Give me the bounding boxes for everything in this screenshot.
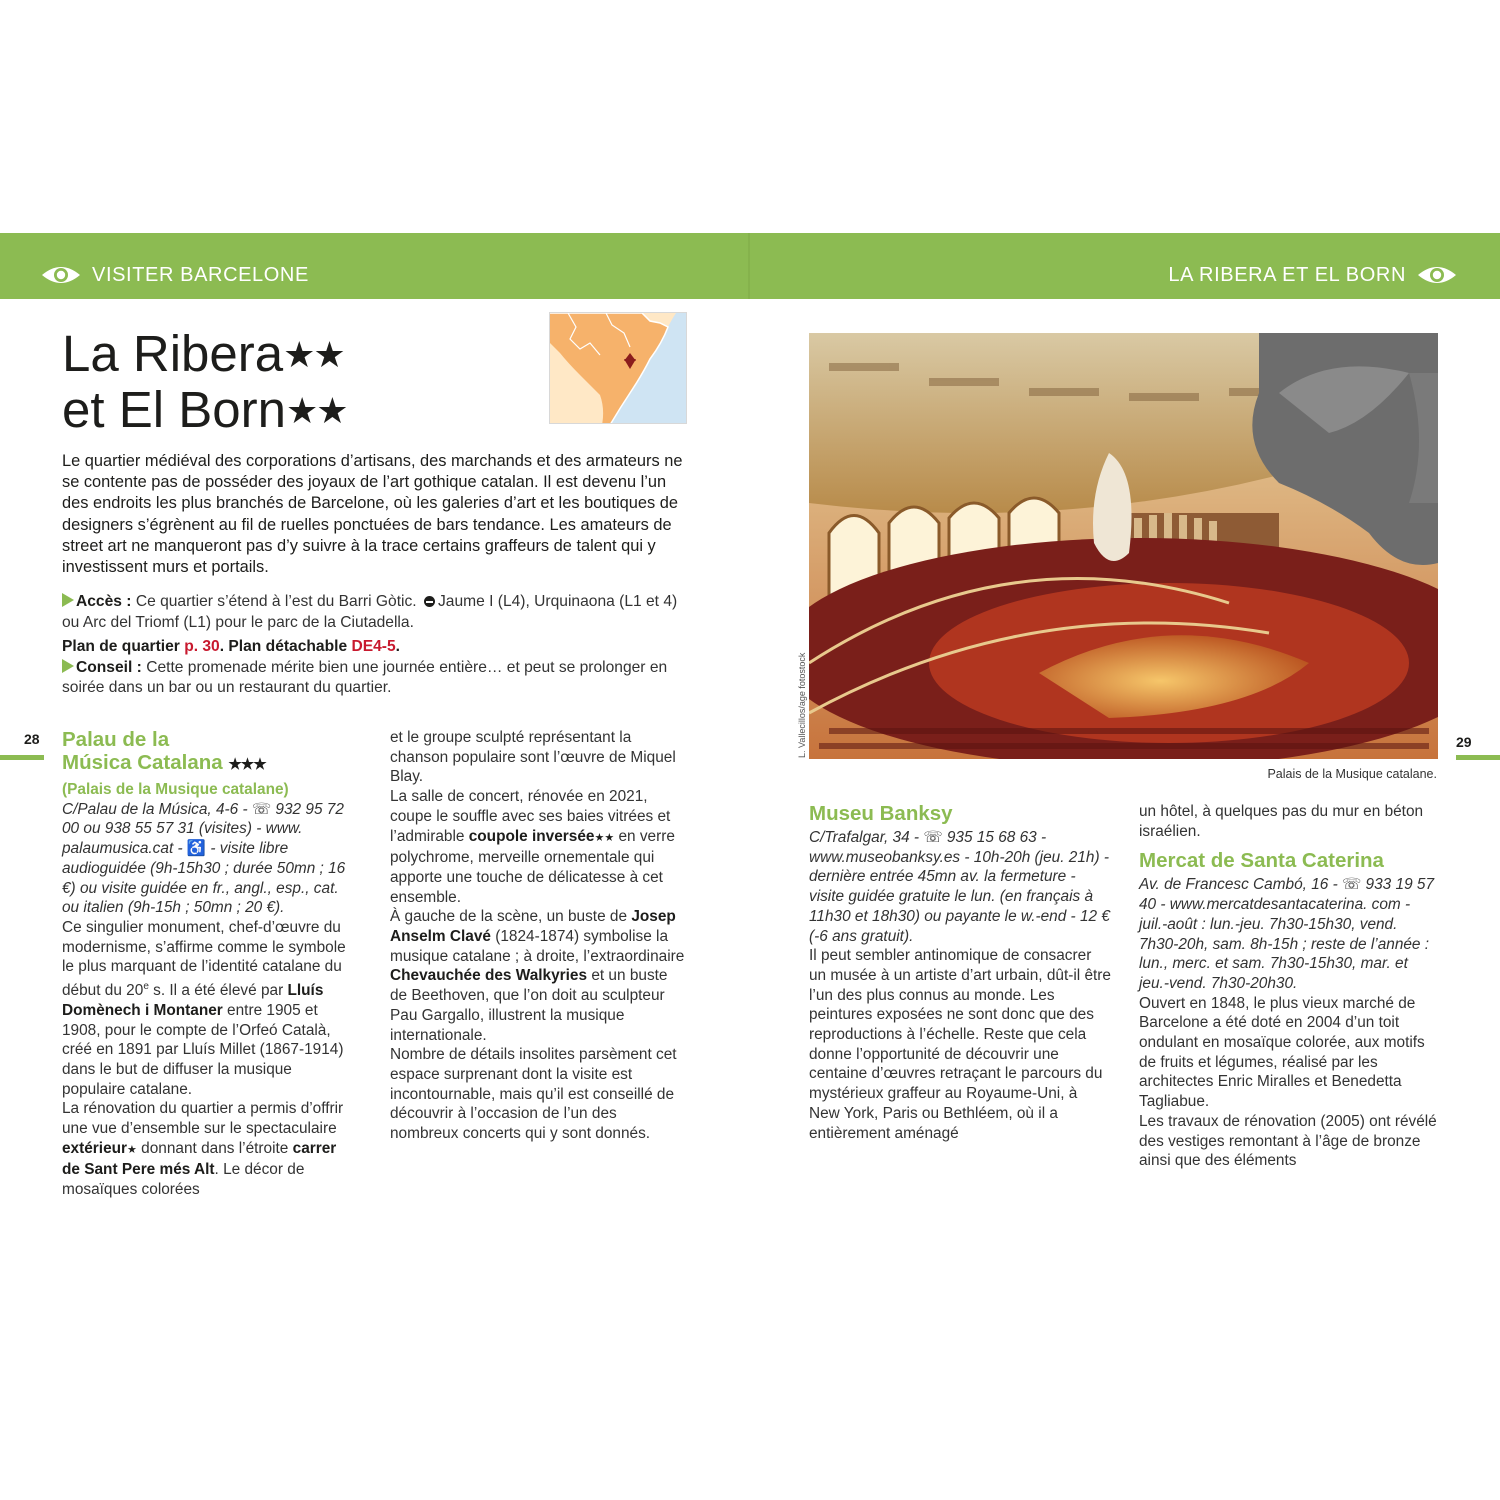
access-label: Accès : <box>76 593 132 610</box>
banksy-address: C/Trafalgar, 34 - <box>809 829 924 846</box>
photo-credit: L. Vallecillos/age fotostock <box>797 652 807 758</box>
access-text: Ce quartier s’étend à l’est du Barri Gòtic. <box>131 593 421 610</box>
palau-paragraph-4 <box>390 787 688 907</box>
rating-stars: ★★ <box>594 831 615 844</box>
palau-title-line-1: Palau de la <box>62 728 170 751</box>
caterina-paragraph-1: Ouvert en 1848, le plus vieux marché de Barcelone a été doté en 2004 d’un toit ondulant en mosaïque colorée, aux motifs de fruits et légumes, réalisé par les architectes Enric Miralles et Benedetta Tagliabue. <box>1139 994 1425 1111</box>
banksy-title: Museu Banksy <box>809 802 953 825</box>
phone-icon: ☏ <box>251 800 272 818</box>
page-title <box>62 326 347 438</box>
palau-visits: - visite libre audioguidée (9h-15h30 ; durée 50mn ; 16 €) ou visite guidée en fr., angl., esp., cat. ou italien (9h-15h ; 50mn ; 20 €). <box>62 840 346 917</box>
locator-map-graphic <box>550 313 687 424</box>
plan-info <box>62 637 692 658</box>
palau-column-1 <box>62 728 358 1200</box>
header-right <box>1168 262 1458 288</box>
street-name: carrer de Sant Pere més Alt <box>62 1139 337 1179</box>
palau-title <box>62 728 358 776</box>
palau-paragraph-1 <box>62 918 358 1099</box>
bust-name: Josep Anselm Clavé <box>390 908 676 946</box>
caterina-column <box>1139 802 1439 1171</box>
arrow-bullet-icon <box>62 659 74 673</box>
locator-map <box>549 312 687 424</box>
palau-paragraph-3: et le groupe sculpté représentant la chanson populaire sont l’œuvre de Miquel Blay. <box>390 729 676 786</box>
palau-text: La rénovation du quartier a permis d’offrir une vue d’ensemble sur le spectaculaire <box>62 1100 344 1138</box>
access-stations: Jaume I (L4), Urquinaona (L1 et 4) ou Arc del Triomf (L1) pour le parc de la Ciutadella. <box>62 593 678 631</box>
phone-icon: ☏ <box>923 829 943 846</box>
banksy-column <box>809 802 1111 1143</box>
concert-hall-illustration <box>809 333 1438 759</box>
palau-text: . Le décor de mosaïques colorées <box>62 1161 305 1199</box>
banksy-paragraph: Il peut sembler antinomique de consacrer un musée à un artiste d’art urbain, dût-il être l’un des plus connus au monde. Les peintures exposées ne sont donc que des reproductions à l’échelle. Reste que cela donne l’opportunité de découvrir une centaine d’œuvres retraçant le parcours du mystérieux graffeur au Royaume-Uni, à New York, Paris ou Bethléem, où il a entièrement aménagé <box>809 947 1111 1142</box>
caterina-hours: 933 19 57 40 - www.mercatdesantacaterina. com - juil.-août : lun.-jeu. 7h30-15h30, vend. 7h30-20h, sam. 8h-15h ; reste de l’année : lun., merc. et sam. 7h30-15h30, mar. et jeu.-vend. 7h30-20h30. <box>1139 876 1435 992</box>
eye-icon <box>40 262 82 288</box>
phone-icon: ☏ <box>1342 876 1362 894</box>
rating-star: ★ <box>127 1143 137 1156</box>
palau-text: Ce singulier monument, chef-d’œuvre du modernisme, s’affirme comme le symbole le plus marquant de l’identité catalane du début du 20 <box>62 918 346 1000</box>
metro-icon <box>424 596 435 607</box>
palau-address: C/Palau de la Música, 4-6 - <box>62 800 252 818</box>
banksy-practical <box>809 828 1111 946</box>
palau-title-line-2: Música Catalana <box>62 751 223 774</box>
palau-text: s. Il a été élevé par <box>148 982 288 1000</box>
palau-text: À gauche de la scène, un buste de <box>390 908 632 926</box>
plan-label: Plan de quartier <box>62 638 185 656</box>
caterina-title: Mercat de Santa Caterina <box>1139 849 1384 873</box>
palau-text: donnant dans l’étroite <box>136 1139 293 1157</box>
section-label: VISITER BARCELONE <box>92 263 309 286</box>
photo-caption: Palais de la Musique catalane. <box>1267 767 1437 781</box>
palau-text: (1824-1874) symbolise la musique catalane ; à droite, l’extraordinaire <box>390 928 685 965</box>
exterior-highlight: extérieur <box>62 1139 128 1157</box>
sculpture-name: Chevauchée des Walkyries <box>390 967 588 985</box>
palau-text: et un buste de Beethoven, que l’on doit au sculpteur Pau Gargallo, illustrent la musique internationale. <box>390 967 668 1044</box>
palau-subtitle: (Palais de la Musique catalane) <box>62 781 289 798</box>
intro-paragraph: Le quartier médiéval des corporations d’artisans, des marchands et des armateurs ne se contente pas de posséder des joyaux de l’art gothique catalan. Il est devenu l’un des endroits les plus branchés de Barcelone, où les galeries d’art et les boutiques de designers s’égrènent au fil de ruelles ponctuées de bars tendance. Les amateurs de street art ne manqueront pas d’y suivre à la trace certains graffeurs de talent qui y investissent murs et portails. <box>62 452 683 577</box>
arrow-bullet-icon <box>62 593 74 607</box>
title-line-2: et El Born <box>62 381 286 438</box>
plan-ref-link[interactable]: DE4-5 <box>351 638 396 656</box>
caterina-paragraph-2: Les travaux de rénovation (2005) ont révélé des vestiges remontant à l’âge de bronze ainsi que des éléments <box>1139 1112 1437 1170</box>
rating-stars: ★★ <box>285 390 347 431</box>
rating-stars: ★★ <box>283 334 344 375</box>
superscript: e <box>143 981 149 993</box>
palau-text: La salle de concert, rénovée en 2021, coupe le souffle avec ses baies vitrées et l’admirable <box>390 788 671 845</box>
palau-paragraph-2 <box>62 1099 358 1200</box>
spread-gutter <box>748 233 750 299</box>
banksy-continued: un hôtel, à quelques pas du mur en béton israélien. <box>1139 803 1424 840</box>
tip-label: Conseil : <box>76 658 142 676</box>
palau-paragraph-6: Nombre de détails insolites parsèment cet espace surprenant dont la visite est incontournable, mais qu’il est conseillé de découvrir à l’occasion de l’un des nombreux concerts qui y sont donnés. <box>390 1046 677 1143</box>
tip-info <box>62 658 692 699</box>
page-number-right: 29 <box>1456 734 1472 750</box>
palau-practical <box>62 800 358 918</box>
access-info <box>62 592 692 633</box>
architect-name: Lluís Domènech i Montaner <box>62 982 324 1019</box>
page-tab-left <box>0 755 44 760</box>
page-number-left: 28 <box>24 731 40 747</box>
practical-info <box>62 592 692 699</box>
title-line-1: La Ribera <box>62 325 284 382</box>
plan-detach-label: . Plan détachable <box>219 638 352 656</box>
eye-icon <box>1416 262 1458 288</box>
concert-hall-photo <box>809 333 1438 759</box>
palau-text: entre 1905 et 1908, pour le compte de l’Orfeó Català, créé en 1891 par Lluís Millet (1867-1914) dans le but de diffuser la musique populaire catalane. <box>62 1001 344 1098</box>
plan-end: . <box>395 638 401 656</box>
palau-phones: 932 95 72 00 ou 938 55 57 31 (visites) - www. palaumusica.cat - <box>62 800 344 858</box>
rating-stars: ★★★ <box>228 756 266 773</box>
caterina-address: Av. de Francesc Cambó, 16 - <box>1139 876 1343 894</box>
header-left <box>40 262 309 288</box>
accessibility-icon: ♿ <box>186 840 207 858</box>
palau-column-2 <box>390 728 688 1144</box>
chapter-label: LA RIBERA ET EL BORN <box>1168 263 1406 286</box>
palau-text: en verre polychrome, merveille ornementale qui apporte une touche de délicatesse à cet ensemble. <box>390 827 675 906</box>
banksy-hours: 935 15 68 63 - www.museobanksy.es - 10h-20h (jeu. 21h) - dernière entrée 45mn av. la fermeture - visite guidée gratuite le lun. (en français à 11h30 et 18h30) ou payante le w.-end - 12 € (-6 ans gratuit). <box>809 829 1110 945</box>
palau-paragraph-5 <box>390 907 688 1045</box>
caterina-practical <box>1139 875 1439 993</box>
plan-page-link[interactable]: p. 30 <box>184 638 220 656</box>
dome-highlight: coupole inversée <box>468 827 595 845</box>
tip-text: Cette promenade mérite bien une journée entière… et peut se prolonger en soirée dans un bar ou un restaurant du quartier. <box>62 658 668 697</box>
page-tab-right <box>1456 755 1500 760</box>
